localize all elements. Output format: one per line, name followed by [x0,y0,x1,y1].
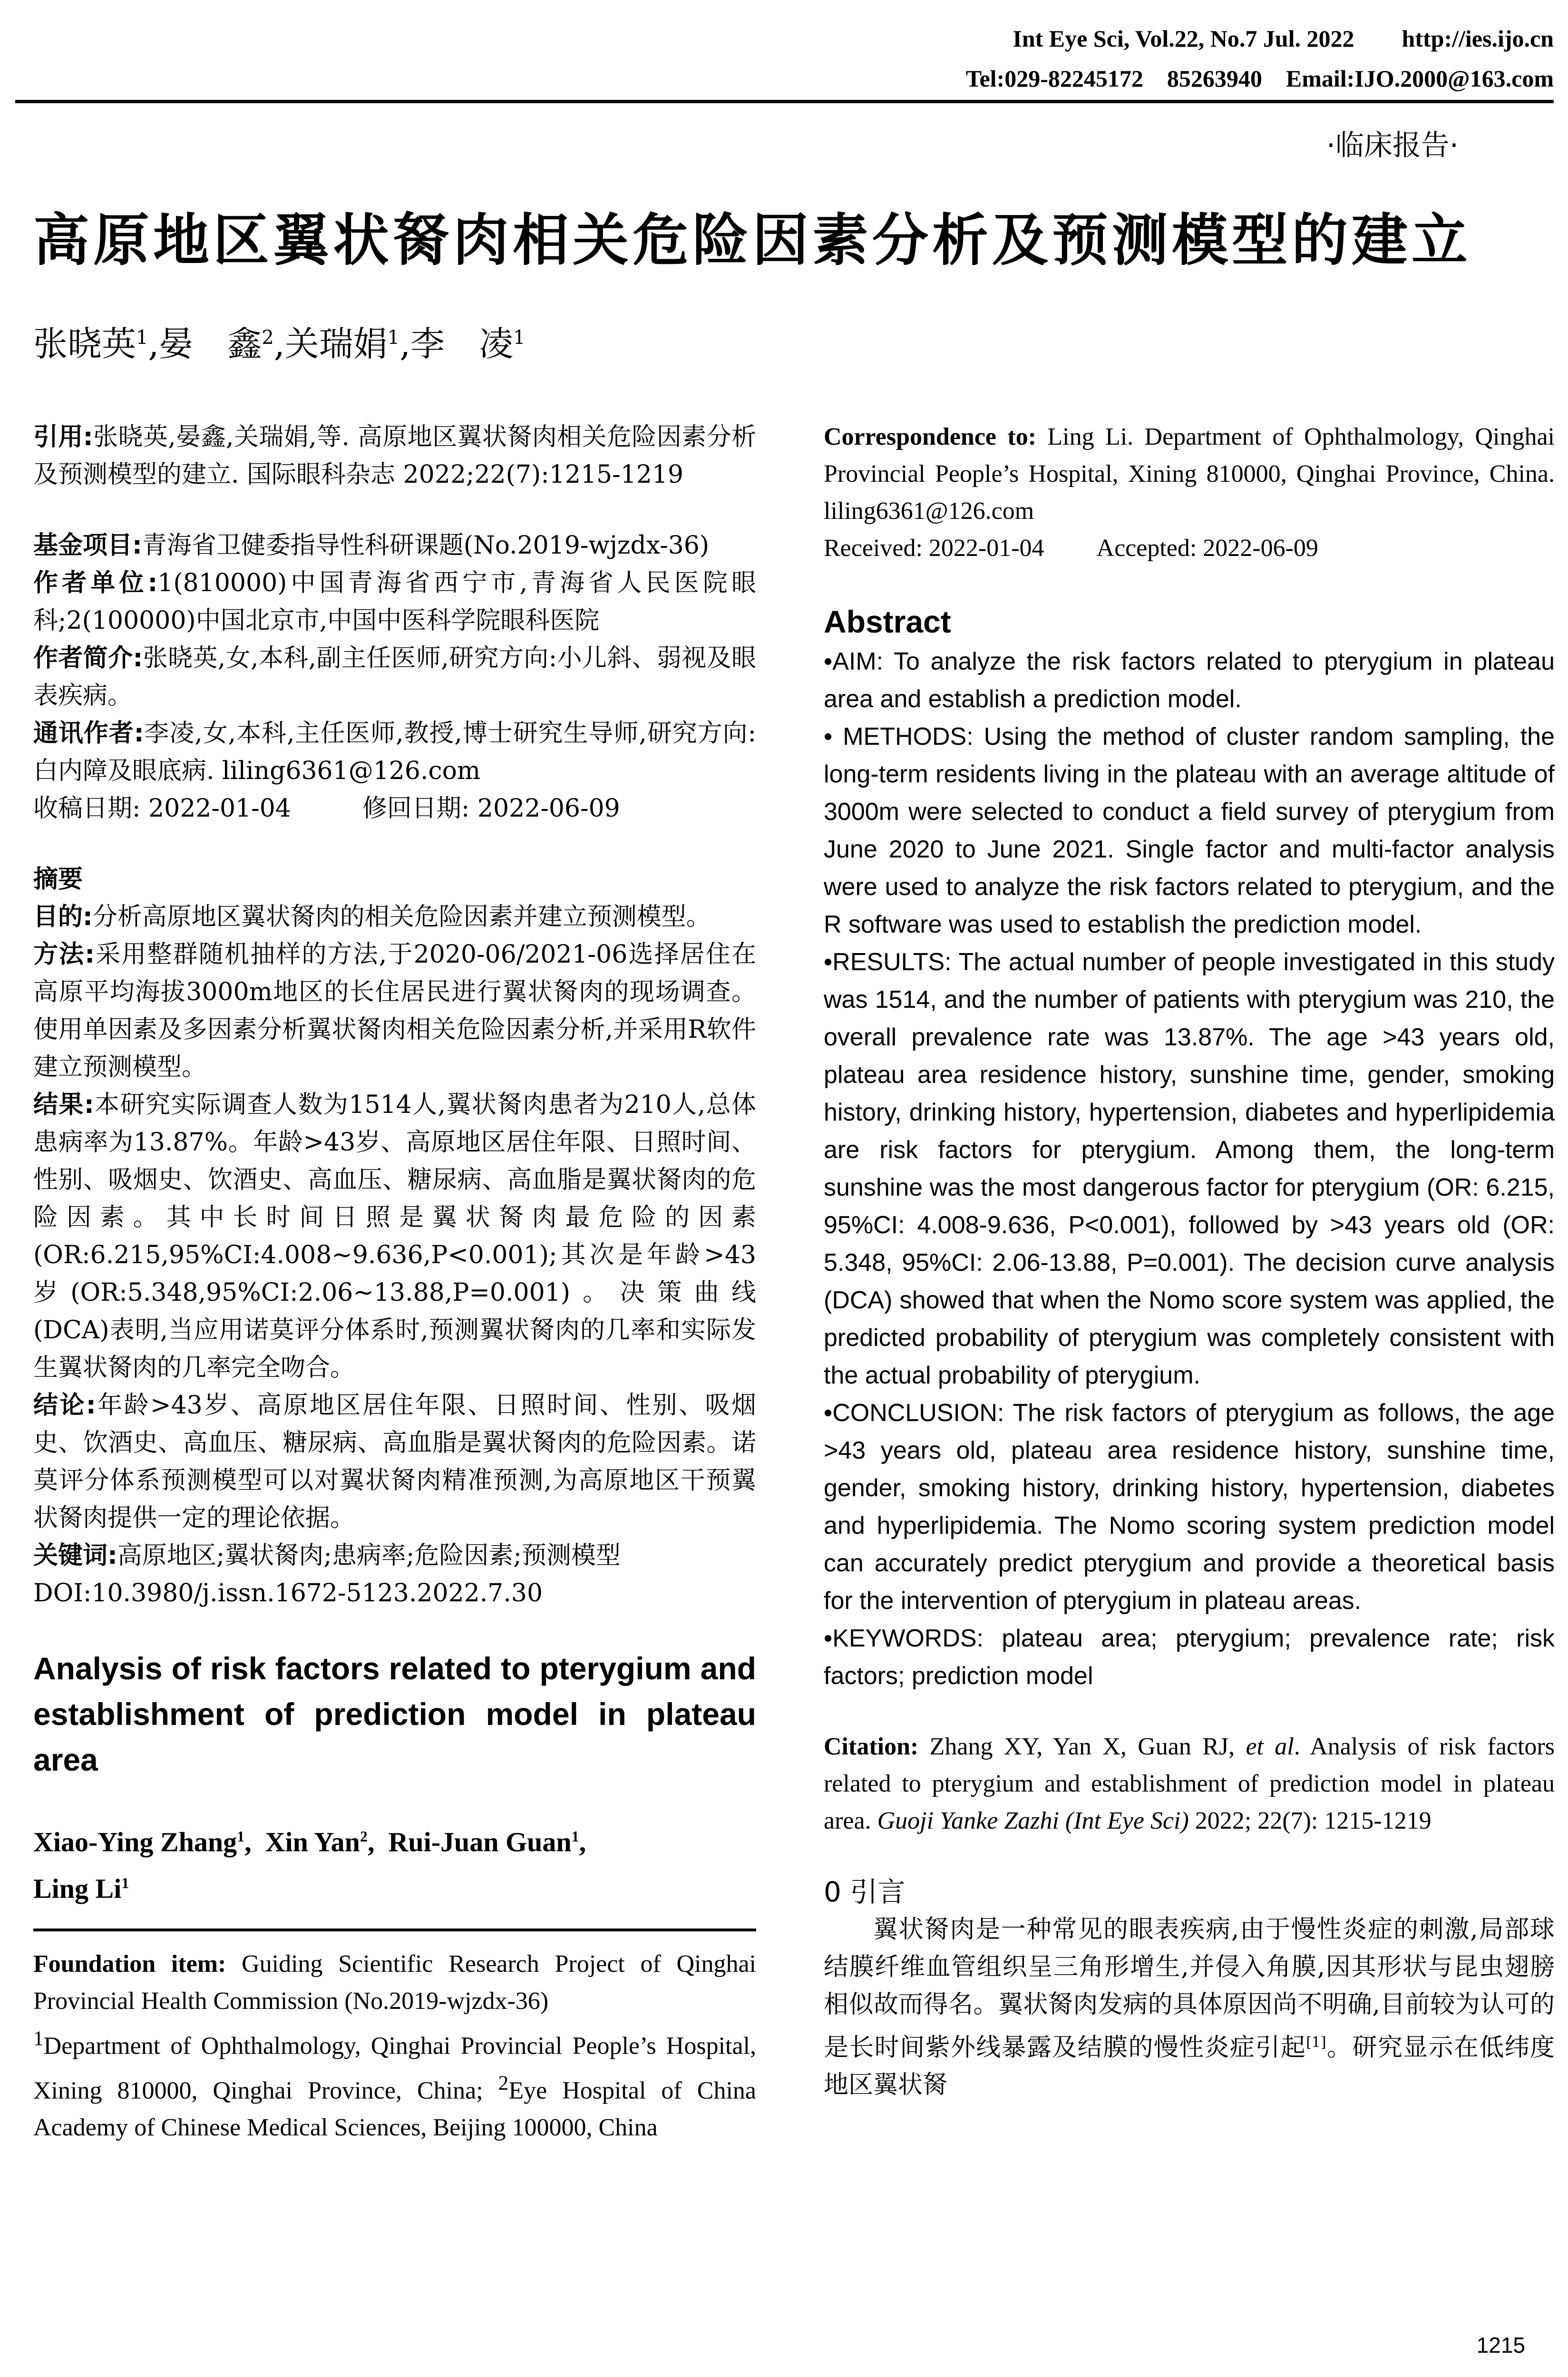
field-value: Guiding Scientific Research Project of Qinghai Provincial Health Commission (No.2019-wjzdx-36) [33,1950,757,2015]
field-label: • METHODS: [824,723,974,750]
citation-authors: Zhang XY, Yan X, Guan RJ, [918,1733,1246,1760]
field-label: 作者单位: [33,569,158,597]
corresponding-author [33,715,756,790]
abstract-aim [33,898,756,936]
reference-link[interactable]: [1] [1306,2034,1326,2051]
field-label: Foundation item: [33,1950,226,1978]
field-label: 结果: [33,1091,94,1119]
field-value: To analyze the risk factors related to pterygium in plateau area and establish a prediction model. [824,648,1555,713]
dates-cn [33,790,756,828]
received-date: 收稿日期: 2022-01-04 [33,794,291,823]
field-value: The risk factors of pterygium as follows, the age >43 years old, plateau area residence history, sunshine time, gender, smoking history, drinking history, hypertension, diabetes and hyperlipidemia. The Nomo scoring system prediction model can accurately predict pterygium and provide a theoretical basis for the intervention of pterygium in plateau areas. [824,1399,1555,1615]
abstract-aim-en [824,643,1555,718]
field-value: 张晓英,女,本科,副主任医师,研究方向:小儿斜、弱视及眼表疾病。 [33,644,757,710]
field-label: 目的: [33,903,93,931]
field-value: 2(100000)中国北京市,中国中医科学院眼科医院 [66,606,600,635]
journal-info-line: Int Eye Sci, Vol.22, No.7 Jul. 2022 http://ies.ijo.cn [1013,25,1554,52]
citation-cn [33,419,756,494]
page-title: 高原地区翼状胬肉相关危险因素分析及预测模型的建立 [33,207,1472,273]
contact-info-line: Tel:029-82245172 85263940 Email:IJO.2000@163.com [965,65,1554,92]
received-date: Received: 2022-01-04 [824,535,1044,562]
affiliations-en [33,2020,756,2147]
field-value: 青海省卫健委指导性科研课题(No.2019-wjzdx-36) [142,531,710,560]
abstract-conclusion-en [824,1394,1555,1620]
field-label: •CONCLUSION: [824,1399,1004,1427]
affiliation-mark: 1 [237,1828,245,1845]
author-name: Ling Li [33,1873,122,1904]
abstract-conclusion [33,1387,756,1537]
intro-paragraph [824,1911,1555,2104]
intro-heading: 0 引言 [824,1876,906,1908]
keywords-cn [33,1537,756,1575]
field-label: •KEYWORDS: [824,1625,984,1652]
abstract-methods-en [824,718,1555,944]
affiliation-mark: 1 [33,2026,44,2050]
affiliation-mark: 1 [121,1874,129,1892]
abstract-heading-cn [33,861,756,898]
field-label: •RESULTS: [824,948,952,976]
author-name: Xin Yan [265,1826,360,1858]
author-name: 李 凌 [410,324,514,364]
page-number: 1215 [1476,2333,1525,2358]
paragraph-text: 。研究显示在低纬度地区翼状胬 [824,2033,1555,2100]
abstract-results [33,1086,756,1387]
affiliation-text: Eye Hospital of China Academy of Chinese Medical Sciences, Beijing 100000, China [33,2077,756,2142]
abstract-methods [33,936,756,1086]
citation-volume: 2022; 22(7): 1215-1219 [1188,1807,1432,1834]
citation-en [824,1728,1555,1840]
affiliation-mark: 1 [136,327,148,349]
accepted-date: Accepted: 2022-06-09 [1096,535,1318,562]
affiliation-mark: 1 [513,327,526,349]
field-label: •AIM: [824,648,884,675]
author-name: 晏 鑫 [159,324,262,364]
column-tag: ·临床报告· [1326,129,1459,162]
citation-etal: et al [1246,1733,1294,1760]
field-value: 1(810000)中国青海省西宁市,青海省人民医院眼科; [33,569,756,635]
field-value: plateau area; pterygium; prevalence rate; risk factors; prediction model [824,1625,1555,1690]
field-value: 李凌,女,本科,主任医师,教授,博士研究生导师,研究方向:白内障及眼底病. liling6361@126.com [33,719,756,785]
affiliation-mark: 2 [262,327,274,349]
heading-text: 摘要 [33,865,83,894]
citation-journal: Guoji Yanke Zazhi (Int Eye Sci) [877,1807,1189,1834]
correspondence [824,419,1555,530]
abstract-results-en [824,944,1555,1394]
author-affiliations [33,565,756,640]
right-column [824,419,1555,2104]
field-label: 方法: [33,940,95,969]
author-name: Rui-Juan Guan [388,1826,572,1858]
header-rule [15,100,1554,103]
citation-title: . Analysis of risk factors related to pterygium and establishment of prediction model in plateau area. [824,1733,1555,1834]
affiliation-mark: 2 [360,1828,368,1845]
field-value: The actual number of people investigated in this study was 1514, and the number of patients with pterygium was 210, the overall prevalence rate was 13.87%. The age >43 years old, plateau area residence history, sunshine time, gender, smoking history, drinking history, hypertension, diabetes and hyperlipidemia are risk factors for pterygium. Among them, the long-term sunshine was the most dangerous factor for pterygium (OR: 6.215, 95%CI: 4.008-9.636, P<0.001), followed by >43 years old (OR: 5.348, 95%CI: 2.06-13.88, P=0.001). The decision curve analysis (DCA) showed that when the Nomo score system was applied, the predicted probability of pterygium was completely consistent with the actual probability of pterygium. [824,948,1555,1389]
field-value: 高原地区;翼状胬肉;患病率;危险因素;预测模型 [117,1541,621,1570]
field-label: Correspondence to: [824,423,1037,450]
field-label: 引用: [33,423,93,451]
abstract-heading: Abstract [824,604,951,639]
field-label: 基金项目: [33,531,142,560]
author-name: 关瑞娟 [284,324,388,364]
keywords-en [824,1620,1555,1695]
affiliation-text: Department of Ophthalmology, Qinghai Provincial People’s Hospital, Xining 810000, Qinghai Province, China; [33,2032,756,2104]
field-value: 年龄>43岁、高原地区居住年限、日照时间、性别、吸烟史、饮酒史、高血压、糖尿病、高血脂是翼状胬肉的危险因素。诺莫评分体系预测模型可以对翼状胬肉精准预测,为高原地区干预翼状胬肉提供一定的理论依据。 [33,1391,756,1532]
author-bio [33,640,756,715]
affiliation-mark: 1 [387,327,400,349]
field-label: 关键词: [33,1541,117,1570]
field-label: 结论: [33,1391,96,1420]
field-label: 通讯作者: [33,719,144,748]
field-value: 本研究实际调查人数为1514人,翼状胬肉患者为210人,总体患病率为13.87%。年龄>43岁、高原地区居住年限、日照时间、性别、吸烟史、饮酒史、高血压、糖尿病、高血脂是翼状胬肉的危险因素。其中长时间日照是翼状胬肉最危险的因素(OR:6.215,95%CI:4.008~9.636,P<0.001);其次是年龄>43岁(OR:5.348,95%CI:2.06~13.88,P=0.001)。决策曲线(DCA)表明,当应用诺莫评分体系时,预测翼状胬肉的几率和实际发生翼状胬肉的几率完全吻合。 [33,1091,756,1382]
dates-en [824,530,1555,567]
field-value: 采用整群随机抽样的方法,于2020-06/2021-06选择居住在高原平均海拔3000m地区的长住居民进行翼状胬肉的现场调查。使用单因素及多因素分析翼状胬肉相关危险因素分析,并采用R软件建立预测模型。 [33,940,757,1081]
foundation-item [33,1946,756,2020]
affiliation-mark: 1 [571,1828,579,1845]
field-label: Citation: [824,1733,919,1760]
field-value: 张晓英,晏鑫,关瑞娟,等. 高原地区翼状胬肉相关危险因素分析及预测模型的建立. 国际眼科杂志 2022;22(7):1215-1219 [33,423,756,489]
fund-info [33,527,756,565]
left-column [33,419,756,2146]
english-title: Analysis of risk factors related to pterygium and establishment of prediction model in plateau area [33,1651,756,1777]
field-value: Using the method of cluster random sampling, the long-term residents living in the plateau with an average altitude of 3000m were selected to conduct a field survey of pterygium from June 2020 to June 2021. Single factor and multi-factor analysis were used to analyze the risk factors related to pterygium, and the R software was used to establish the prediction model. [824,723,1555,938]
doi[interactable]: DOI:10.3980/j.issn.1672-5123.2022.7.30 [33,1579,543,1607]
field-value: 分析高原地区翼状胬肉的相关危险因素并建立预测模型。 [92,903,711,931]
author-list-cn: 张晓英$^1$,晏 鑫$^2$,关瑞娟$^1$,李 凌$^1$ [33,324,526,364]
author-name: 张晓英 [33,324,136,364]
author-list-en: Xiao-Ying Zhang$^1$, Xin Yan$^2$, Rui-Juan Guan$^1$, Ling Li$^1$ [33,1826,586,1904]
field-label: 作者简介: [33,644,143,672]
revised-date: 修回日期: 2022-06-09 [362,794,620,823]
field-value: Ling Li. Department of Ophthalmology, Qinghai Provincial People’s Hospital, Xining 810000, Qinghai Province, China. liling6361@126.com [824,423,1555,525]
author-name: Xiao-Ying Zhang [33,1826,237,1858]
affiliation-mark: 2 [498,2071,509,2094]
paragraph-text: 翼状胬肉是一种常见的眼表疾病,由于慢性炎症的刺激,局部球结膜纤维血管组织呈三角形增生,并侵入角膜,因其形状与昆虫翅膀相似故而得名。翼状胬肉发病的具体原因尚不明确,目前较为认可的是长时间紫外线暴露及结膜的慢性炎症引起 [824,1915,1555,2062]
